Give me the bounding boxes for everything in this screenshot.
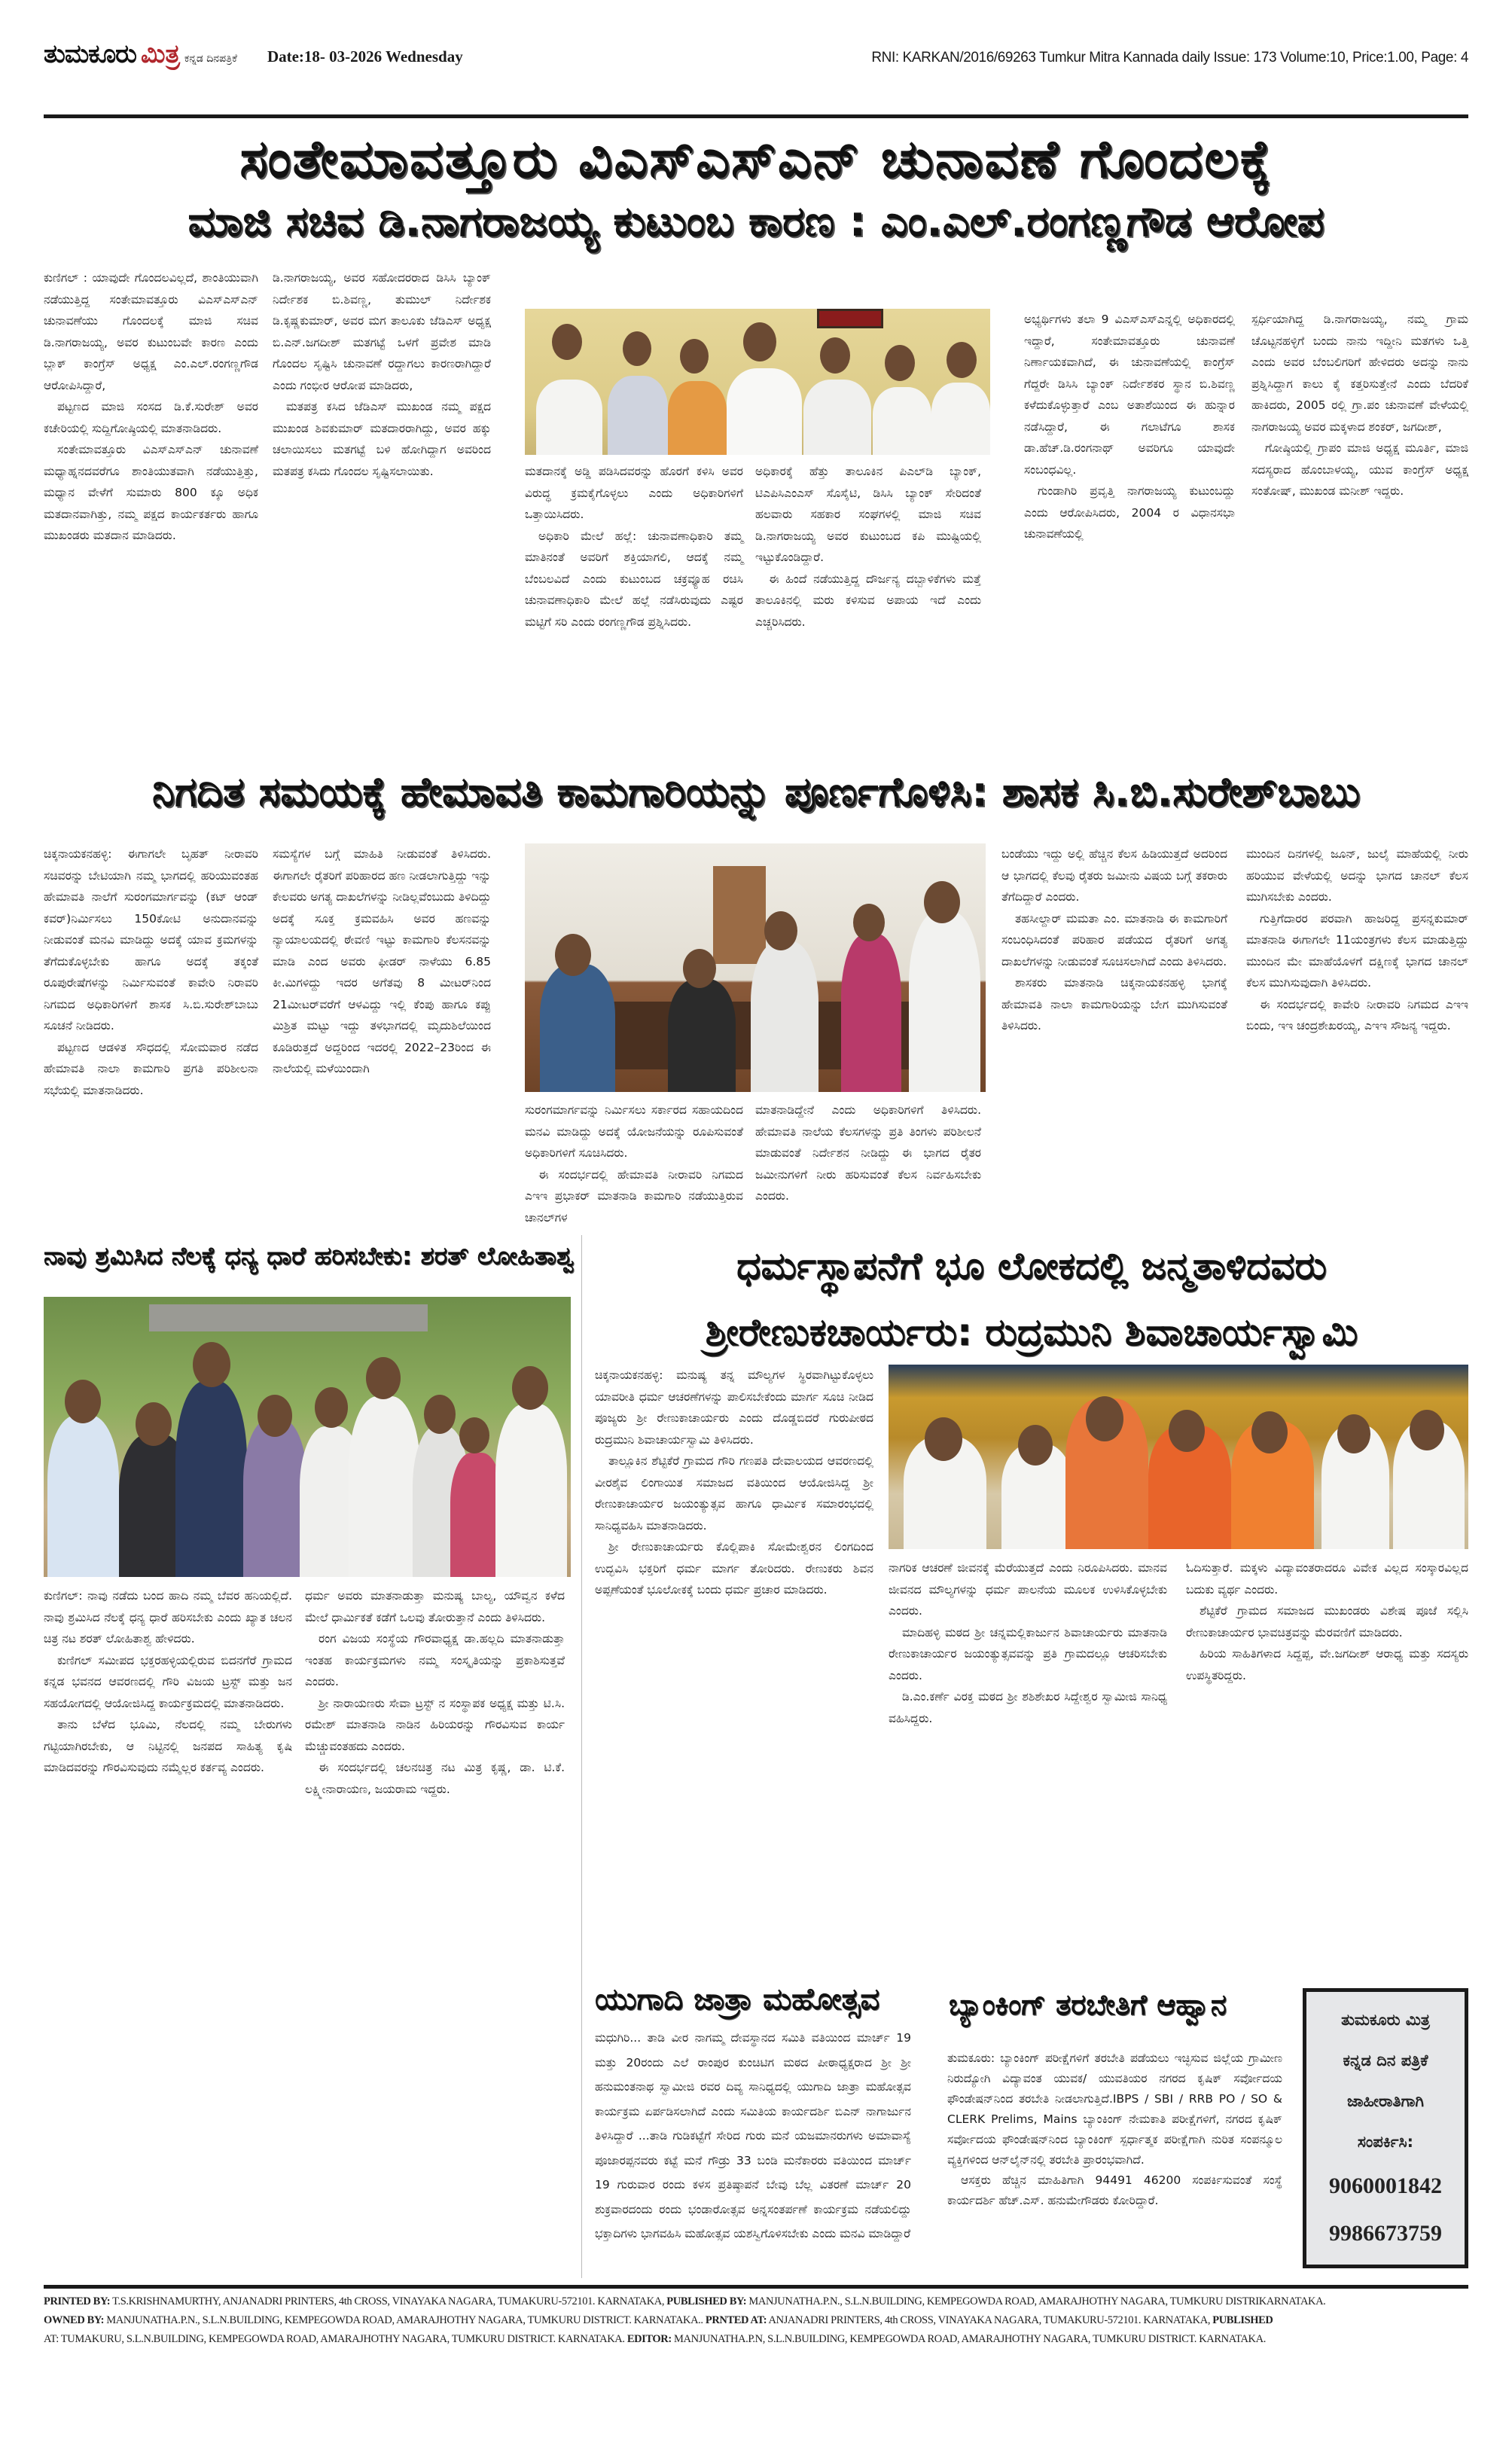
bottom-divider	[44, 2285, 1468, 2289]
paragraph: ಈ ಸಂದರ್ಭದಲ್ಲಿ ಕಾವೇರಿ ನೀರಾವರಿ ನಿಗಮದ ಎಇಇ ಬಿಂದು, ಇಇ ಚಂದ್ರಶೇಖರಯ್ಯ, ಎಇಇ ಸೌಜನ್ಯ ಇದ್ದರು.	[1246, 997, 1468, 1032]
story1-headline-line2[interactable]: ಮಾಜಿ ಸಚಿವ ಡಿ.ನಾಗರಾಜಯ್ಯ ಕುಟುಂಬ ಕಾರಣ : ಎಂ.ಎಲ್.ರಂಗಣ್ಣಗೌಡ ಆರೋಪ	[187, 197, 1325, 246]
ad-line-paper-type: ಕನ್ನಡ ದಿನ ಪತ್ರಿಕೆ	[1343, 2051, 1428, 2069]
paragraph: ಸಮಸ್ಯೆಗಳ ಬಗ್ಗೆ ಮಾಹಿತಿ ನೀಡುವಂತೆ ತಿಳಿಸಿದರು. ಈಗಾಗಲೇ ರೈತರಿಗೆ ಪರಿಹಾರದ ಹಣ ನೀಡಲಾಗುತ್ತಿದ್ದು ಇನ್ನು ಕೇಲವರು ಅಗತ್ಯ ದಾಖಲೆಗಳನ್ನು ನೀಡಿಲ್ಲವೆಂಬುದು ತಿಳಿದಿದ್ದು ಅದಕ್ಕೆ ಸೂಕ್ತ ಕ್ರಮವಹಿಸಿ ಅವರ ಹಣವನ್ನು ನ್ಯಾಯಾಲಯದಲ್ಲಿ ಠೇವಣಿ ಇಟ್ಟು ಕಾಮಗಾರಿ ಕೆಲಸನವನ್ನು ಮಾಡಿ ಎಂದ ಅವರು ಫೀಡರ್ ನಾಳೆಯು 6.85 ಕೀ.ಮಿಗಳಿದ್ದು ಇದರ ಅಗೆತವು 8 ಮೀಟರ್‌ನಿಂದ 21ಮೀಟರ್‌ವರೆಗೆ ಆಳವಿದ್ದು ಇಲ್ಲಿ ಕೆಂಪು ಹಾಗೂ ಕಪ್ಪು ಮಿಶ್ರಿತ ಮಟ್ಟು ಇದ್ದು ತಳಭಾಗದಲ್ಲಿ ಮೃದುಶಿಲೆಯಿಂದ ಕೂಡಿರುತ್ತದೆ ಅದ್ದರಿಂದ ಇದರಲ್ಲಿ 2022–23ರಿಂದ ಈ ನಾಲೆಯಲ್ಲಿ ಮಳೆಯಿಂದಾಗಿ	[273, 847, 491, 1075]
paragraph: ತಹಸೀಲ್ದಾರ್ ಮಮತಾ ಎಂ. ಮಾತನಾಡಿ ಈ ಕಾಮಗಾರಿಗೆ ಸಂಬಂಧಿಸಿದಂತೆ ಪರಿಹಾರ ಪಡೆಯದ ರೈತರಿಗೆ ಅಗತ್ಯ ದಾಖಲೆಗಳನ್ನು ನೀಡುವಂತೆ ಸೂಚಿಸಲಾಗಿದೆ ಎಂದು ತಿಳಿಸಿದರು.	[1001, 911, 1227, 968]
paragraph: ಶೆಟ್ಟಿಕೆರೆ ಗ್ರಾಮದ ಸಮಾಜದ ಮುಖಂಡರು ವಿಶೇಷ ಪೂಜೆ ಸಲ್ಲಿಸಿ ರೇಣುಕಾಚಾರ್ಯರ ಭಾವಚಿತ್ರವನ್ನು ಮೆರವಣಿಗೆ ಮಾಡಿದರು.	[1186, 1604, 1468, 1639]
paragraph: ಕುಣಿಗಲ್ : ಯಾವುದೇ ಗೊಂದಲವಿಲ್ಲದೆ, ಶಾಂತಿಯುವಾಗಿ ನಡೆಯುತ್ತಿದ್ದ ಸಂತೇಮಾವತ್ತೂರು ವಿಎಸ್‌ಎಸ್‌ಎನ್ ಚುನಾವಣೆಯು ಗೊಂದಲಕ್ಕೆ ಮಾಜಿ ಸಚಿವ ಡಿ.ನಾಗರಾಜಯ್ಯ, ಅವರ ಕುಟುಂಬವೇ ಕಾರಣ ಎಂದು ಬ್ಲಾಕ್ ಕಾಂಗ್ರೆಸ್ ಅಧ್ಯಕ್ಷ ಎಂ.ಎಲ್.ರಂಗಣ್ಣಗೌಡ ಆರೋಪಿಸಿದ್ದಾರೆ,	[44, 271, 258, 392]
paragraph: ಮಧುಗಿರಿ... ತಾಡಿ ವೀರ ನಾಗಮ್ಮ ದೇವಸ್ಥಾನದ ಸಮಿತಿ ವತಿಯಿಂದ ಮಾರ್ಚ್ 19 ಮತ್ತು 20ರಂದು ಎಲೆ ರಾಂಪುರ ಕುಂಚಿಟಿಗ ಮಠದ ಪೀಠಾಧ್ಯಕ್ಷರಾದ ಶ್ರೀ ಶ್ರೀ ಹನುಮಂತನಾಥ ಸ್ವಾಮೀಜಿ ರವರ ದಿವ್ಯ ಸಾನಿಧ್ಯದಲ್ಲಿ ಯುಗಾದಿ ಜಾತ್ರಾ ಮಹೋತ್ಸವ ಕಾರ್ಯಕ್ರಮ ಏರ್ಪಡಿಸಲಾಗಿದೆ ಎಂದು ಸಮಿತಿಯ ಕಾರ್ಯದರ್ಶಿ ಬಿಎನ್ ನಾಗಾರ್ಜುನ ತಿಳಿಸಿದ್ದಾರೆ ...ತಾಡಿ ಗುಡಿಕಟ್ಟೆಗೆ ಸೇರಿದ ಗುರು ಮನೆ ಯಜಮಾನರುಗಳು ಅಮಾವಾಸ್ಯೆ ಪೂಜಾರಪ್ಪನವರು ಕಟ್ಟೆ ಮನೆ ಗೌಡ್ರು 33 ಬಂಡಿ ಮನೆಕಾರರು ವತಿಯಿಂದ ಮಾರ್ಚ್ 19 ಗುರುವಾರ ರಂದು ಕಳಸ ಪ್ರತಿಷ್ಠಾಪನೆ ಬೇವು ಬೆಲ್ಲ ವಿತರಣೆ ಮಾರ್ಚ್ 20 ಶುಕ್ರವಾರದಂದು ರಂದು ಭಂಡಾರೋತ್ಸವ ಅನ್ನಸಂತರ್ಪಣೆ ಕಾರ್ಯಕ್ರಮ ನಡೆಯಲಿದ್ದು ಭಕ್ತಾದಿಗಳು ಭಾಗವಹಿಸಿ ಮಹೋತ್ಸವ ಯಶಸ್ವಿಗೊಳಿಸಬೇಕು ಎಂದು ಮನವಿ ಮಾಡಿದ್ದಾರೆ	[595, 2031, 911, 2240]
story2-column-5	[1001, 843, 1227, 1212]
rni-issue-info: RNI: KARKAN/2016/69263 Tumkur Mitra Kannada daily Issue: 173 Volume:10, Price:1.00, Page: 4	[871, 50, 1468, 66]
story2-column-1	[44, 843, 258, 1212]
published-by-label: PUBLISHED BY:	[666, 2295, 747, 2307]
paragraph: ಅಭ್ಯರ್ಥಿಗಳು ತಲಾ 9 ವಿಎಸ್‌ಎಸ್‌ಎನ್ನಲ್ಲಿ ಅಧಿಕಾರದಲ್ಲಿ ಇದ್ದಾರೆ, ಸಂತೇಮಾವತ್ತೂರು ಚುನಾವಣೆ ನಿರ್ಣಾಯಕವಾಗಿದೆ, ಈ ಚುನಾವಣೆಯಲ್ಲಿ ಕಾಂಗ್ರೆಸ್ ಗೆದ್ದರೇ ಡಿಸಿಸಿ ಬ್ಯಾಂಕ್ ನಿರ್ದೇಶಕರ ಸ್ಥಾನ ಬಿ.ಶಿವಣ್ಣ ಕಳೆದುಕೊಳ್ಳುತ್ತಾರೆ ಎಂಬ ಅತಾಶೆಯಿಂದ ಈ ಹುನ್ನಾರ ನಡೆಸಿದ್ದಾರೆ, ಈ ಗಲಾಟೆಗೂ ಶಾಸಕ ಡಾ.ಹೆಚ್.ಡಿ.ರಂಗನಾಥ್ ಅವರಿಗೂ ಯಾವುದೇ ಸಂಬಂಧವಿಲ್ಲ.	[1024, 313, 1235, 477]
paragraph: ಗೋಷ್ಠಿಯಲ್ಲಿ ಗ್ರಾಪಂ ಮಾಜಿ ಅಧ್ಯಕ್ಷ ಮೂರ್ತಿ, ಮಾಜಿ ಸದಸ್ಯರಾದ ಹೊಂಬಾಳಯ್ಯ, ಯುವ ಕಾಂಗ್ರೆಸ್ ಅಧ್ಯಕ್ಷ ಸಂತೋಷ್, ಮುಖಂಡ ಮನೀಶ್ ಇದ್ದರು.	[1251, 441, 1468, 498]
story5-headline[interactable]: ಯುಗಾದಿ ಜಾತ್ರಾ ಮಹೋತ್ಸವ	[595, 1982, 880, 2017]
story3-headline[interactable]: ನಾವು ಶ್ರಮಿಸಿದ ನೆಲಕ್ಕೆ ಧನ್ಯ ಧಾರೆ ಹರಿಸಬೇಕು: ಶರತ್ ಲೋಹಿತಾಶ್ವ	[44, 1241, 575, 1270]
logo-subtitle: ಕನ್ನಡ ದಿನಪತ್ರಿಕೆ	[184, 53, 237, 65]
paragraph: ತುಮಕೂರು: ಬ್ಯಾಂಕಿಂಗ್ ಪರೀಕ್ಷೆಗಳಿಗೆ ತರಬೇತಿ ಪಡೆಯಲು ಇಚ್ಛಿಸುವ ಜಿಲ್ಲೆಯ ಗ್ರಾಮೀಣ ನಿರುದ್ಯೋಗಿ ವಿದ್ಯಾವಂತ ಯುವಕ/ ಯುವತಿಯರ ನಗರದ ಕೃಷಿಕ್ ಸರ್ವೋದಯ ಫೌಂಡೇಷನ್‌ನಿಂದ ತರಬೇತಿ ನೀಡಲಾಗುತ್ತಿದೆ.IBPS / SBI / RRB PO / SO & CLERK Prelims, Mains ಬ್ಯಾಂಕಿಂಗ್ ನೇಮಕಾತಿ ಪರೀಕ್ಷೆಗಳಿಗೆ, ನಗರದ ಕೃಷಿಕ್ ಸರ್ವೋದಯ ಫೌಂಡೇಷನ್‌ನಿಂದ ಬ್ಯಾಂಕಿಂಗ್ ಸ್ಪರ್ಧಾತ್ಮಕ ಪರೀಕ್ಷೆಗಾಗಿ ನುರಿತ ಸಂಪನ್ಮೂಲ ವ್ಯಕ್ತಿಗಳಿಂದ ಆನ್‌ಲೈನ್‌ನಲ್ಲಿ ತರಬೇತಿ ಪ್ರಾರಂಭವಾಗಿದೆ.	[947, 2051, 1282, 2167]
masthead	[44, 39, 1468, 69]
paragraph: ಮಾದಿಹಳ್ಳಿ ಮಠದ ಶ್ರೀ ಚನ್ನಮಲ್ಲಿಕಾರ್ಜುನ ಶಿವಾಚಾರ್ಯರು ಮಾತನಾಡಿ ರೇಣುಕಾಚಾರ್ಯರ ಜಯಂತ್ಯುತ್ಸವವನ್ನು ಪ್ರತಿ ಗ್ರಾಮದಲ್ಲೂ ಆಚರಿಸಬೇಕು ಎಂದರು.	[889, 1625, 1167, 1682]
advertisement-contact-box[interactable]	[1303, 1988, 1468, 2268]
newspaper-logo[interactable]	[44, 39, 237, 69]
owned-by-value: MANJUNATHA.P.N., S.L.N.BUILDING, KEMPEGOWDA ROAD, AMARAJHOTHY NAGARA, TUMKURU DISTRICT. KARNATAKA..	[104, 2314, 706, 2326]
editor-value: MANJUNATHA.P.N, S.L.N.BUILDING, KEMPEGOWDA ROAD, AMARAJHOTHY NAGARA, TUMKURU DISTRICT. KARNATAKA.	[671, 2333, 1266, 2345]
story2-column-2	[273, 843, 491, 1212]
paragraph: ಹಿರಿಯ ಸಾಹಿತಿಗಳಾದ ಸಿದ್ದಪ್ಪ, ವೇ.ಜಗದೀಶ್ ಆರಾಧ್ಯ ಮತ್ತು ಸದಸ್ಯರು ಉಪಸ್ಥಿತರಿದ್ದರು.	[1186, 1647, 1468, 1682]
story5-column-1	[595, 2026, 911, 2282]
paragraph: ಅಧಿಕಾರಕ್ಕೆ ಹೆತ್ತು ತಾಲೂಕಿನ ಪಿಎಲ್‌ಡಿ ಬ್ಯಾಂಕ್, ಟಿಎಪಿಸಿಎಂಎಸ್ ಸೊಸೈಟಿ, ಡಿಸಿಸಿ ಬ್ಯಾಂಕ್ ಸೇರಿದಂತೆ ಹಲವಾರು ಸಹಕಾರ ಸಂಘಗಳಲ್ಲಿ ಮಾಜಿ ಸಚಿವ ಡಿ.ನಾಗರಾಜಯ್ಯ ಅವರ ಕುಟುಂಬದ ಕಪಿ ಮುಷ್ಟಿಯಲ್ಲಿ ಇಟ್ಟುಕೊಂಡಿದ್ದಾರೆ.	[755, 465, 981, 564]
paragraph: ಗುಂಡಾಗಿರಿ ಪ್ರವೃತ್ತಿ ನಾಗರಾಜಯ್ಯ ಕುಟುಂಬದ್ದು ಎಂದು ಆರೋಪಿಸಿದರು, 2004 ರ ವಿಧಾನಸಭಾ ಚುನಾವಣೆಯಲ್ಲಿ	[1024, 484, 1235, 541]
ad-line-contact: ಸಂಪರ್ಕಿಸಿ:	[1357, 2132, 1414, 2151]
paragraph: ಕುಣಿಗಲ್ ಸಮೀಪದ ಭಕ್ತರಹಳ್ಳಿಯಲ್ಲಿರುವ ಬಿದನಗೆರೆ ಗ್ರಾಮದ ಕನ್ನಡ ಭವನದ ಆವರಣದಲ್ಲಿ ಗೌರಿ ವಿಜಯ ಟ್ರಸ್ಟ್ ಮತ್ತು ಜನ ಸಹಯೋಗದಲ್ಲಿ ಆಯೋಜಿಸಿದ್ದ ಕಾರ್ಯಕ್ರಮದಲ್ಲಿ ಮಾತನಾಡಿದರು.	[44, 1653, 292, 1710]
paragraph: ಮಾತನಾಡಿದ್ದೇನೆ ಎಂದು ಅಧಿಕಾರಿಗಳಿಗೆ ತಿಳಿಸಿದರು. ಹೇಮಾವತಿ ನಾಲೆಯ ಕೆಲಸಗಳನ್ನು ಪ್ರತಿ ತಿಂಗಳು ಪರಿಶೀಲನೆ ಮಾಡುವಂತೆ ನಿರ್ದೇಶನ ನೀಡಿದ್ದು ಈ ಭಾಗದ ರೈತರ ಜಮೀನುಗಳಿಗೆ ನೀರು ಹರಿಸುವಂತೆ ಕೆಲಸ ನಿರ್ವಹಿಸಬೇಕು ಎಂದರು.	[755, 1103, 981, 1203]
paragraph: ಡಿ.ನಾಗರಾಜಯ್ಯ, ಅವರ ಸಹೋದರರಾದ ಡಿಸಿಸಿ ಬ್ಯಾಂಕ್ ನಿರ್ದೇಶಕ ಬಿ.ಶಿವಣ್ಣ, ತುಮುಲ್ ನಿರ್ದೇಶಕ ಡಿ.ಕೃಷ್ಣಕುಮಾರ್, ಅವರ ಮಗ ತಾಲೂಕು ಜೆಡಿಎಸ್ ಅಧ್ಯಕ್ಷ ಬಿ.ಎನ್.ಜಗದೀಶ್ ಮತಗಟ್ಟೆ ಒಳಗೆ ಪ್ರವೇಶ ಮಾಡಿ ಗೊಂದಲ ಸೃಷ್ಟಿಸಿ ಚುನಾವಣೆ ರದ್ದಾಗಲು ಕಾರಣರಾಗಿದ್ದಾರೆ ಎಂದು ಗಂಭೀರ ಆರೋಪ ಮಾಡಿದರು,	[273, 271, 491, 392]
paragraph: ಕುಣಿಗಲ್: ನಾವು ನಡೆದು ಬಂದ ಹಾದಿ ನಮ್ಮ ಬೆವರ ಹನಿಯಲ್ಲಿದೆ. ನಾವು ಶ್ರಮಿಸಿದ ನೆಲಕ್ಕೆ ಧನ್ಯ ಧಾರೆ ಹರಿಸಬೇಕು ಎಂದು ಖ್ಯಾತ ಚಲನ ಚಿತ್ರ ನಟ ಶರತ್ ಲೋಹಿತಾಶ್ವ ಹೇಳಿದರು.	[44, 1589, 292, 1646]
printed-by-label: PRINTED BY:	[44, 2295, 111, 2307]
footer-line-2	[44, 2311, 1468, 2330]
owned-by-label: OWNED BY:	[44, 2314, 105, 2326]
story6-column-1	[947, 2048, 1282, 2282]
paragraph: ಆಸಕ್ತರು ಹೆಚ್ಚಿನ ಮಾಹಿತಿಗಾಗಿ 94491 46200 ಸಂಪರ್ಕಿಸುವಂತೆ ಸಂಸ್ಥೆ ಕಾರ್ಯದರ್ಶಿ ಹೆಚ್.ಎಸ್. ಹನುಮೇಗೌಡರು ಕೋರಿದ್ದಾರೆ.	[947, 2173, 1282, 2207]
paragraph: ಶಾಸಕರು ಮಾತನಾಡಿ ಚಿಕ್ಕನಾಯಕನಹಳ್ಳಿ ಭಾಗಕ್ಕೆ ಹೇಮಾವತಿ ನಾಲಾ ಕಾಮಗಾರಿಯನ್ನು ಬೇಗ ಮುಗಿಸುವಂತೆ ತಿಳಿಸಿದರು.	[1001, 976, 1227, 1032]
paragraph: ಸಂತೇಮಾವತ್ತೂರು ವಿಎಸ್‌ಎಸ್‌ಎನ್ ಚುನಾವಣೆ ಮಧ್ಯಾಹ್ನನದವರೆಗೂ ಶಾಂತಿಯುತವಾಗಿ ನಡೆಯುತ್ತಿತ್ತು, ಮಧ್ಯಾನ ವೇಳೆಗೆ ಸುಮಾರು 800 ಕ್ಕೂ ಅಧಿಕ ಮತದಾನವಾಗಿತ್ತು, ನಮ್ಮ ಪಕ್ಷದ ಕಾರ್ಯಕರ್ತರು ಹಾಗೂ ಮುಖಂಡರು ಮತದಾನ ಮಾಡಿದರು.	[44, 443, 258, 542]
story1-column-3	[525, 461, 743, 749]
paragraph: ಧರ್ಮ ಅವರು ಮಾತನಾಡುತ್ತಾ ಮನುಷ್ಯ ಬಾಲ್ಯ, ಯೌವ್ವನ ಕಳೆದ ಮೇಲೆ ಧಾರ್ಮಿಕತೆ ಕಡೆಗೆ ಒಲವು ತೋರುತ್ತಾನೆ ಎಂದು ತಿಳಿಸಿದರು.	[305, 1589, 565, 1624]
paragraph: ಮತದಾನಕ್ಕೆ ಅಡ್ಡಿ ಪಡಿಸಿದವರನ್ನು ಹೊರಗೆ ಕಳಿಸಿ ಅವರ ವಿರುದ್ಧ ಕ್ರಮಕೈಗೊಳ್ಳಲು ಎಂದು ಅಧಿಕಾರಿಗಳಿಗೆ ಒತ್ತಾಯಿಸಿದರು.	[525, 465, 743, 521]
printed-at-label: PRNTED AT:	[705, 2314, 767, 2326]
paragraph: ಸ್ಪರ್ಧಿಯಾಗಿದ್ದ ಡಿ.ನಾಗರಾಜಯ್ಯ, ನಮ್ಮ ಗ್ರಾಮ ಚೊಟ್ಟನಹಳ್ಳಿಗೆ ಬಂದು ನಾನು ಇದ್ದೀನಿ ಮತಗಳು ಒತ್ತಿ ಎಂದು ಅವರ ಬೆಂಬಲಿಗರಿಗೆ ಹೇಳಿದರು ಅದನ್ನು ನಾನು ಪ್ರಶ್ನಿಸಿದ್ದಾಗ ಕಾಲು ಕೈ ಕತ್ತರಿಸುತ್ತೇನೆ ಎಂದು ಬೆದರಿಕೆ ಹಾಕಿದರು, 2005 ರಲ್ಲಿ ಗ್ರಾ.ಪಂ ಚುನಾವಣೆ ವೇಳೆಯಲ್ಲಿ ನಾಗರಾಜಯ್ಯ ಅವರ ಮಕ್ಕಳಾದ ಶಂಕರ್, ಜಗದೀಶ್,	[1251, 313, 1468, 434]
story1-column-2	[273, 267, 491, 749]
paragraph: ಚಿಕ್ಕನಾಯಕನಹಳ್ಳಿ: ಮನುಷ್ಯ ತನ್ನ ಮೌಲ್ಯಗಳ ಸ್ಥಿರವಾಗಿಟ್ಟುಕೊಳ್ಳಲು ಯಾವರೀತಿ ಧರ್ಮ ಆಚರಣೆಗಳನ್ನು ಪಾಲಿಸಬೇಕೆಂದು ಮಾರ್ಗ ಸೂಚಿ ನೀಡಿದ ಪೂಜ್ಯರು ಶ್ರೀ ರೇಣುಕಾಚಾರ್ಯರು ಎಂದು ದೊಡ್ಡಬಿದರೆ ಗುರುಪೀಠದ ರುದ್ರಮುನಿ ಶಿವಾಚಾರ್ಯಸ್ವಾಮಿ ತಿಳಿಸಿದರು.	[595, 1368, 873, 1447]
story2-column-6	[1246, 843, 1468, 1212]
story3-column-1	[44, 1585, 292, 2282]
paragraph: ತಾಲ್ಲೂಕಿನ ಶೆಟ್ಟಿಕೆರೆ ಗ್ರಾಮದ ಗೌರಿ ಗಣಪತಿ ದೇವಾಲಯದ ಆವರಣದಲ್ಲಿ ವೀರಶೈವ ಲಿಂಗಾಯಿತ ಸಮಾಜದ ವತಿಯಿಂದ ಆಯೋಜಿಸಿದ್ದ ಶ್ರೀ ರೇಣುಕಾಚಾರ್ಯರ ಜಯಂತ್ಯುತ್ಸವ ಹಾಗೂ ಧಾರ್ಮಿಕ ಸಮಾರಂಭದಲ್ಲಿ ಸಾನಿಧ್ಯವಹಿಸಿ ಮಾತನಾಡಿದರು.	[595, 1454, 873, 1533]
published-at-label: PUBLISHED	[1212, 2314, 1273, 2326]
story1-column-6	[1251, 309, 1468, 749]
paragraph: ಚಿಕ್ಕನಾಯಕನಹಳ್ಳಿ: ಈಗಾಗಲೇ ಬೃಹತ್ ನೀರಾವರಿ ಸಚಿವರನ್ನು ಬೇಟಿಯಾಗಿ ನಮ್ಮ ಭಾಗದಲ್ಲಿ ಹರಿಯುವಂತಹ ಹೇಮಾವತಿ ನಾಲೆಗೆ ಸುರಂಗಮಾರ್ಗವನ್ನು (ಕಟ್ ಆಂಡ್ ಕವರ್)ನಿರ್ಮಿಸಲು 150ಕೋಟಿ ಅನುದಾನವನ್ನು ನೀಡುವಂತೆ ಮನವಿ ಮಾಡಿದ್ದು ಅದಕ್ಕೆ ಯಾವ ಕ್ರಮಗಳನ್ನು ತೆಗೆದುಕೊಳ್ಳಬೇಕು ಹಾಗೂ ಅದಕ್ಕೆ ತಕ್ಕಂತೆ ರೂಪುರೇಷೆಗಳನ್ನು ನಿರ್ಮಿಸುವಂತೆ ಕಾವೇರಿ ನಿರಾವರಿ ನಿಗಮದ ಅಧಿಕಾರಿಗಳಿಗೆ ಶಾಸಕ ಸಿ.ಬಿ.ಸುರೇಶ್‌ಬಾಬು ಸೂಚನೆ ನೀಡಿದರು.	[44, 847, 258, 1032]
published-at-value: AT: TUMAKURU, S.L.N.BUILDING, KEMPEGOWDA ROAD, AMARAJHOTHY NAGARA, TUMKURU DISTRICT. KARNATAKA.	[44, 2333, 627, 2345]
story4-column-3	[1186, 1557, 1468, 1971]
story1-press-meet-photo	[525, 309, 990, 455]
paragraph: ಶ್ರೀ ರೇಣುಕಾಚಾರ್ಯರು ಕೊಲ್ಲಿಪಾಕಿ ಸೋಮೇಶ್ವರನ ಲಿಂಗದಿಂದ ಉದ್ಭವಿಸಿ ಭಕ್ತರಿಗೆ ಧರ್ಮ ಮಾರ್ಗ ತೋರಿದರು. ರೇಣುಕರು ಶಿವನ ಅಪ್ಪಣೆಯಂತೆ ಭೂಲೋಕಕ್ಕೆ ಬಂದು ಧರ್ಮ ಪ್ರಚಾರ ಮಾಡಿದರು.	[595, 1540, 873, 1597]
paragraph: ಓದಿಸುತ್ತಾರೆ. ಮಕ್ಕಳು ವಿದ್ಯಾವಂತರಾದರೂ ವಿವೇಕ ವಿಲ್ಲದ ಸಂಸ್ಕಾರವಿಲ್ಲದ ಬದುಕು ವ್ಯರ್ಥ ಎಂದರು.	[1186, 1561, 1468, 1597]
story1-column-5	[1024, 309, 1235, 749]
printed-by-value: T.S.KRISHNAMURTHY, ANJANADRI PRINTERS, 4th CROSS, VINAYAKA NAGARA, TUMAKURU-572101. KARNATAKA,	[110, 2295, 667, 2307]
paragraph: ನಾಗರಿಕ ಆಚರಣೆ ಜೀವನಕ್ಕೆ ಮೆರೆಯುತ್ತದೆ ಎಂದು ನಿರೂಪಿಸಿದರು. ಮಾನವ ಜೀವನದ ಮೌಲ್ಯಗಳನ್ನು ಧರ್ಮ ಪಾಲನೆಯ ಮೂಲಕ ಉಳಿಸಿಕೊಳ್ಳಬೇಕು ಎಂದರು.	[889, 1561, 1167, 1618]
story1-column-1	[44, 267, 258, 749]
paragraph: ತಾನು ಬೆಳೆದ ಭೂಮಿ, ನೆಲದಲ್ಲಿ ನಮ್ಮ ಬೇರುಗಳು ಗಟ್ಟಿಯಾಗಿರಬೇಕು, ಆ ನಿಟ್ಟಿನಲ್ಲಿ ಜನಪದ ಸಾಹಿತ್ಯ ಕೃಷಿ ಮಾಡಿದವರನ್ನು ಗೌರವಿಸುವುದು ನಮ್ಮೆಲ್ಲರ ಕರ್ತವ್ಯ ಎಂದರು.	[44, 1718, 292, 1774]
paragraph: ಅಧಿಕಾರಿ ಮೇಲೆ ಹಲ್ಲೆ: ಚುನಾವಣಾಧಿಕಾರಿ ತಮ್ಮ ಮಾತಿನಂತೆ ಅವರಿಗೆ ಶಕ್ತಿಯಾಗಲಿ, ಆದಕ್ಕೆ ನಮ್ಮ ಬೆಂಬಲವಿದೆ ಎಂದು ಕುಟುಂಬದ ಚಕ್ರವ್ಯೂಹ ರಚಿಸಿ ಚುನಾವಣಾಧಿಕಾರಿ ಮೇಲೆ ಹಲ್ಲೆ ನಡೆಸಿರುವುದು ಎಷ್ಟರ ಮಟ್ಟಿಗೆ ಸರಿ ಎಂದು ರಂಗಣ್ಣಗೌಡ ಪ್ರಶ್ನಿಸಿದರು.	[525, 529, 743, 629]
paragraph: ಈ ಸಂದರ್ಭದಲ್ಲಿ ಹೇಮಾವತಿ ನೀರಾವರಿ ನಿಗಮದ ಎಇಇ ಪ್ರಭಾಕರ್ ಮಾತನಾಡಿ ಕಾಮಗಾರಿ ನಡೆಯುತ್ತಿರುವ ಚಾನಲ್‌ಗಳ	[525, 1167, 743, 1225]
paragraph: ಈ ಹಿಂದೆ ನಡೆಯುತ್ತಿದ್ದ ದೌರ್ಜನ್ಯ ದಬ್ಬಾಳಿಕೆಗಳು ಮತ್ತೆ ತಾಲೂಕಿನಲ್ಲಿ ಮರು ಕಳಿಸುವ ಅಪಾಯ ಇದೆ ಎಂದು ಎಚ್ಚರಿಸಿದರು.	[755, 572, 981, 629]
paragraph: ಈ ಸಂದರ್ಭದಲ್ಲಿ ಚಲನಚಿತ್ರ ನಟ ಮಿತ್ರ ಕೃಷ್ಣ, ಡಾ. ಟಿ.ಕೆ. ಲಕ್ಷ್ಮೀನಾರಾಯಣ, ಜಯರಾಮ ಇದ್ದರು.	[305, 1761, 565, 1796]
story4-headline-line2[interactable]: ಶ್ರೀರೇಣುಕಚಾರ್ಯರು: ರುದ್ರಮುನಿ ಶಿವಾಚಾರ್ಯಸ್ವಾಮಿ	[705, 1310, 1358, 1354]
paragraph: ಮತಪತ್ರ ಕಸಿದ ಜೆಡಿಎಸ್ ಮುಖಂಡ ನಮ್ಮ ಪಕ್ಷದ ಮುಖಂಡ ಶಿವಕುಮಾರ್ ಮತದಾರರಾಗಿದ್ದು, ಅವರ ಹಕ್ಕು ಚಲಾಯಿಸಲು ಮತಗಟ್ಟೆ ಬಳಿ ಹೋಗಿದ್ದಾಗ ಅವರಿಂದ ಮತಪತ್ರ ಕಸಿದು ಗೊಂದಲ ಸೃಷ್ಟಿಸಲಾಯಿತು.	[273, 400, 491, 478]
story2-meeting-photo	[525, 843, 986, 1092]
paragraph: ಗುತ್ತಿಗೆದಾರರ ಪರವಾಗಿ ಹಾಜರಿದ್ದ ಪ್ರಸನ್ನಕುಮಾರ್ ಮಾತನಾಡಿ ಈಗಾಗಲೇ 11ಯಂತ್ರಗಳು ಕೆಲಸ ಮಾಡುತ್ತಿದ್ದು ಮುಂದಿನ ಮೇ ಮಾಹೆಯೊಳಗೆ ದಕ್ಷಿಣಕ್ಕೆ ಭಾಗದ ಚಾನಲ್ ಕೆಲಸ ಮುಗಿಸುವುದಾಗಿ ತಿಳಿಸಿದರು.	[1246, 911, 1468, 990]
paragraph: ಸುರಂಗಮಾರ್ಗವನ್ನು ನಿರ್ಮಿಸಲು ಸರ್ಕಾರದ ಸಹಾಯದಿಂದ ಮನವಿ ಮಾಡಿದ್ದು ಅದಕ್ಕೆ ಯೋಜನೆಯನ್ನು ರೂಪಿಸುವಂತೆ ಅಧಿಕಾರಿಗಳಿಗೆ ಸೂಚಿಸಿದರು.	[525, 1103, 743, 1160]
issue-date: Date:18- 03-2026 Wednesday	[267, 47, 463, 66]
logo-main-text: ತುಮಕೂರು	[44, 39, 136, 69]
story2-column-4	[755, 1100, 981, 1212]
footer-line-3	[44, 2330, 1468, 2349]
editor-label: EDITOR:	[626, 2333, 672, 2345]
footer-line-1	[44, 2292, 1468, 2311]
top-divider	[44, 114, 1468, 118]
printed-at-value: ANJANADRI PRINTERS, 4th CROSS, VINAYAKA NAGARA, TUMAKURU-572101. KARNATAKA,	[767, 2314, 1213, 2326]
paragraph: ಬಂಡೆಯು ಇದ್ದು ಅಲ್ಲಿ ಹೆಚ್ಚಿನ ಕೆಲಸ ಹಿಡಿಯುತ್ತದೆ ಅದರಿಂದ ಆ ಭಾಗದಲ್ಲಿ ಕೆಲವು ರೈತರು ಜಮೀನು ವಿಷಯ ಬಗ್ಗೆ ತಕರಾರು ತೆಗೆದಿದ್ದಾರೆ ಎಂದರು.	[1001, 847, 1227, 904]
story3-book-release-photo	[44, 1297, 571, 1577]
imprint-footer	[44, 2292, 1468, 2349]
published-by-value: MANJUNATHA.P.N., S.L.N.BUILDING, KEMPEGOWDA ROAD, AMARAJHOTHY NAGARA, TUMKURU DISTRIKARNATAKA.	[746, 2295, 1326, 2307]
story4-column-1	[595, 1365, 873, 1971]
paragraph: ಮುಂದಿನ ದಿನಗಳಲ್ಲಿ ಜೂನ್, ಜುಲೈ ಮಾಹೆಯಲ್ಲಿ ನೀರು ಹರಿಯುವ ವೇಳೆಯಲ್ಲಿ ಅದನ್ನು ಭಾಗದ ಚಾನಲ್ ಕೆಲಸ ಮುಗಿಸಬೇಕು ಎಂದರು.	[1246, 847, 1468, 904]
ad-line-for-ads: ಜಾಹೀರಾತಿಗಾಗಿ	[1347, 2091, 1424, 2110]
paragraph: ಶ್ರೀ ನಾರಾಯಣರು ಸೇವಾ ಟ್ರಸ್ಟ್ ನ ಸಂಸ್ಥಾಪಕ ಅಧ್ಯಕ್ಷ ಮತ್ತು ಟಿ.ಸಿ. ರಮೇಶ್ ಮಾತನಾಡಿ ನಾಡಿನ ಹಿರಿಯರನ್ನು ಗೌರವಿಸುವ ಕಾರ್ಯ ಮೆಚ್ಚುವಂತಹದು ಎಂದರು.	[305, 1696, 565, 1753]
paragraph: ಪಟ್ಟಣದ ಮಾಜಿ ಸಂಸದ ಡಿ.ಕೆ.ಸುರೇಶ್ ಅವರ ಕಚೇರಿಯಲ್ಲಿ ಸುದ್ದಿಗೋಷ್ಠಿಯಲ್ಲಿ ಮಾತನಾಡಿದರು.	[44, 400, 258, 435]
column-divider	[581, 1235, 582, 2278]
logo-accent-text: ಮಿತ್ರ	[140, 39, 180, 69]
story2-column-3	[525, 1100, 743, 1225]
paragraph: ಡಿ.ಎಂ.ಕರ್ಣೆ ವಿರಕ್ತ ಮಠದ ಶ್ರೀ ಶಶಿಶೇಖರ ಸಿದ್ದೇಶ್ವರ ಸ್ವಾಮೀಜಿ ಸಾನಿಧ್ಯ ವಹಿಸಿದ್ದರು.	[889, 1690, 1167, 1725]
story4-ceremony-photo	[889, 1365, 1468, 1549]
ad-phone-2[interactable]: 9986673759	[1329, 2220, 1442, 2246]
paragraph: ರಂಗ ವಿಜಯ ಸಂಸ್ಥೆಯ ಗೌರವಾಧ್ಯಕ್ಷ ಡಾ.ಹಲ್ಲದಿ ಮಾತನಾಡುತ್ತಾ ಇಂತಹ ಕಾರ್ಯಕ್ರಮಗಳು ನಮ್ಮ ಸಂಸ್ಕೃತಿಯನ್ನು ಪ್ರಕಾಶಿಸುತ್ತವೆ ಎಂದರು.	[305, 1632, 565, 1688]
story1-headline-line1[interactable]: ಸಂತೇಮಾವತ್ತೂರು ವಿಎಸ್‌ಎಸ್‌ಎನ್ ಚುನಾವಣೆ ಗೊಂದಲಕ್ಕೆ	[239, 128, 1273, 190]
story1-column-4	[755, 461, 981, 749]
story3-column-2	[305, 1585, 565, 2282]
ad-line-paper-name: ತುಮಕೂರು ಮಿತ್ರ	[1341, 2010, 1430, 2029]
story4-column-2	[889, 1557, 1167, 1971]
story6-headline[interactable]: ಬ್ಯಾಂಕಿಂಗ್ ತರಬೇತಿಗೆ ಆಹ್ವಾನ	[949, 1988, 1227, 2021]
story2-headline[interactable]: ನಿಗದಿತ ಸಮಯಕ್ಕೆ ಹೇಮಾವತಿ ಕಾಮಗಾರಿಯನ್ನು ಪೂರ್ಣಗೊಳಿಸಿ: ಶಾಸಕ ಸಿ.ಬಿ.ಸುರೇಶ್‌ಬಾಬು	[151, 768, 1361, 816]
story4-headline-line1[interactable]: ಧರ್ಮಸ್ಥಾಪನೆಗೆ ಭೂ ಲೋಕದಲ್ಲಿ ಜನ್ಮತಾಳಿದವರು	[736, 1244, 1327, 1288]
ad-phone-1[interactable]: 9060001842	[1329, 2173, 1442, 2198]
paragraph: ಪಟ್ಟಣದ ಆಡಳಿತ ಸೌಧದಲ್ಲಿ ಸೋಮವಾರ ನಡೆದ ಹೇಮಾವತಿ ನಾಲಾ ಕಾಮಗಾರಿ ಪ್ರಗತಿ ಪರಿಶೀಲನಾ ಸಭೆಯಲ್ಲಿ ಮಾತನಾಡಿದರು.	[44, 1040, 258, 1097]
